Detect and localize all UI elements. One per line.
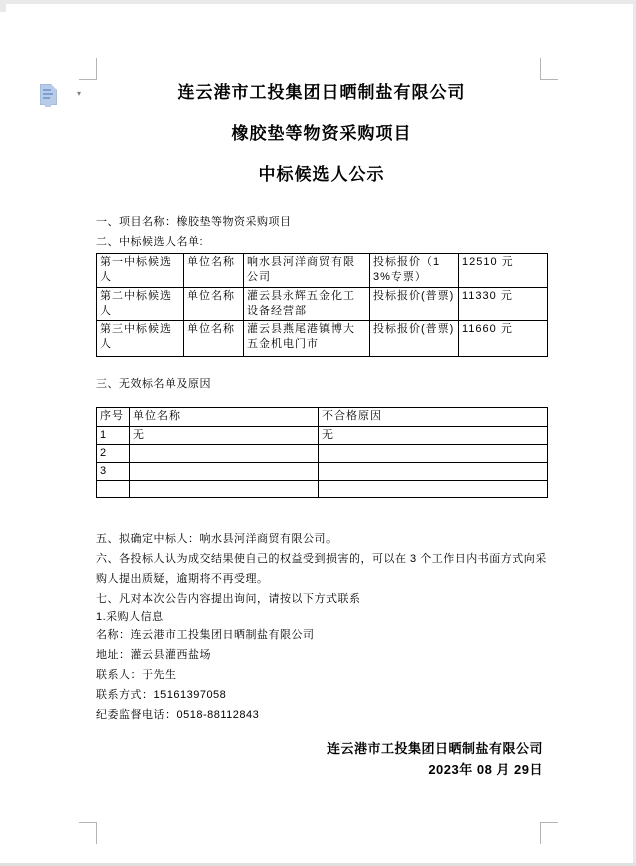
winner-candidates-table bbox=[96, 253, 548, 357]
index-cell: 2 bbox=[97, 445, 130, 463]
margin-crop-mark-bottom-right bbox=[540, 822, 558, 844]
signature-company: 连云港市工投集团日晒制盐有限公司 bbox=[326, 741, 543, 756]
reason-cell bbox=[319, 481, 548, 498]
unit-name-cell bbox=[130, 463, 319, 481]
purchaser-name: 名称：连云港市工投集团日晒制盐有限公司 bbox=[96, 629, 315, 641]
table-row bbox=[97, 288, 548, 321]
purchaser-address: 地址：灌云县灌西盐场 bbox=[96, 649, 211, 661]
reason-cell bbox=[319, 463, 548, 481]
table-row bbox=[97, 481, 548, 498]
paste-options-button[interactable] bbox=[39, 83, 87, 107]
index-cell bbox=[97, 481, 130, 498]
bid-price-value-cell: 12510 元 bbox=[459, 254, 548, 288]
signature-date: 2023年 08 月 29日 bbox=[428, 762, 543, 777]
margin-crop-mark-top-left bbox=[79, 58, 97, 80]
bid-price-label-cell: 投标报价(普票) bbox=[370, 288, 459, 321]
table-header-row bbox=[97, 408, 548, 427]
invalid-bids-table bbox=[96, 407, 548, 498]
bid-price-value-cell: 11660 元 bbox=[459, 321, 548, 357]
col-header-index: 序号 bbox=[97, 408, 130, 427]
section-2-candidate-list-heading: 二、中标候选人名单: bbox=[96, 236, 204, 248]
unit-name-cell bbox=[130, 481, 319, 498]
bid-price-label-cell: 投标报价(普票) bbox=[370, 321, 459, 357]
table-row bbox=[97, 254, 548, 288]
company-name-cell: 灌云县燕尾港镇博大五金机电门市 bbox=[244, 321, 370, 357]
col-header-reason: 不合格原因 bbox=[319, 408, 548, 427]
section-7-inquiry-notice: 七、凡对本次公告内容提出询问，请按以下方式联系 bbox=[96, 593, 361, 605]
unit-label-cell: 单位名称 bbox=[184, 321, 244, 357]
chevron-down-icon[interactable]: ▾ bbox=[77, 89, 82, 98]
doc-title-project: 橡胶垫等物资采购项目 bbox=[231, 124, 412, 143]
table-row bbox=[97, 321, 548, 357]
table-row bbox=[97, 463, 548, 481]
contact-phone: 联系方式：15161397058 bbox=[96, 689, 227, 701]
page-gap-corner bbox=[0, 0, 6, 12]
reason-cell: 无 bbox=[319, 427, 548, 445]
clipboard-paste-icon bbox=[40, 84, 57, 105]
index-cell: 1 bbox=[97, 427, 130, 445]
section-6-objection-notice: 六、各投标人认为成交结果使自己的权益受到损害的，可以在 3 个工作日内书面方式向采购人提出质疑，逾期将不再受理。 bbox=[96, 553, 547, 585]
bid-price-label-cell: 投标报价（13%专票） bbox=[370, 254, 459, 288]
margin-crop-mark-bottom-left bbox=[79, 822, 97, 844]
unit-label-cell: 单位名称 bbox=[184, 288, 244, 321]
supervision-phone: 纪委监督电话：0518-88112843 bbox=[96, 709, 260, 721]
doc-title-announcement: 中标候选人公示 bbox=[258, 165, 385, 184]
unit-name-cell bbox=[130, 445, 319, 463]
candidate-rank-cell: 第一中标候选人 bbox=[97, 254, 184, 288]
document-body bbox=[96, 0, 547, 780]
reason-cell bbox=[319, 445, 548, 463]
company-name-cell: 响水县河洋商贸有限公司 bbox=[244, 254, 370, 288]
col-header-unit-name: 单位名称 bbox=[130, 408, 319, 427]
candidate-rank-cell: 第二中标候选人 bbox=[97, 288, 184, 321]
section-5-proposed-winner: 五、拟确定中标人：响水县河洋商贸有限公司。 bbox=[96, 533, 338, 545]
company-name-cell: 灌云县永辉五金化工设备经营部 bbox=[244, 288, 370, 321]
bid-price-value-cell: 11330 元 bbox=[459, 288, 548, 321]
contact-person: 联系人：于先生 bbox=[96, 669, 177, 681]
index-cell: 3 bbox=[97, 463, 130, 481]
section-1-project-name: 一、项目名称：橡胶垫等物资采购项目 bbox=[96, 216, 292, 228]
unit-name-cell: 无 bbox=[130, 427, 319, 445]
section-3-invalid-bids-heading: 三、无效标名单及原因 bbox=[96, 378, 211, 390]
table-row bbox=[97, 445, 548, 463]
purchaser-info-heading: 1.采购人信息 bbox=[96, 611, 164, 623]
unit-label-cell: 单位名称 bbox=[184, 254, 244, 288]
candidate-rank-cell: 第三中标候选人 bbox=[97, 321, 184, 357]
table-row bbox=[97, 427, 548, 445]
doc-title-company: 连云港市工投集团日晒制盐有限公司 bbox=[177, 83, 466, 102]
